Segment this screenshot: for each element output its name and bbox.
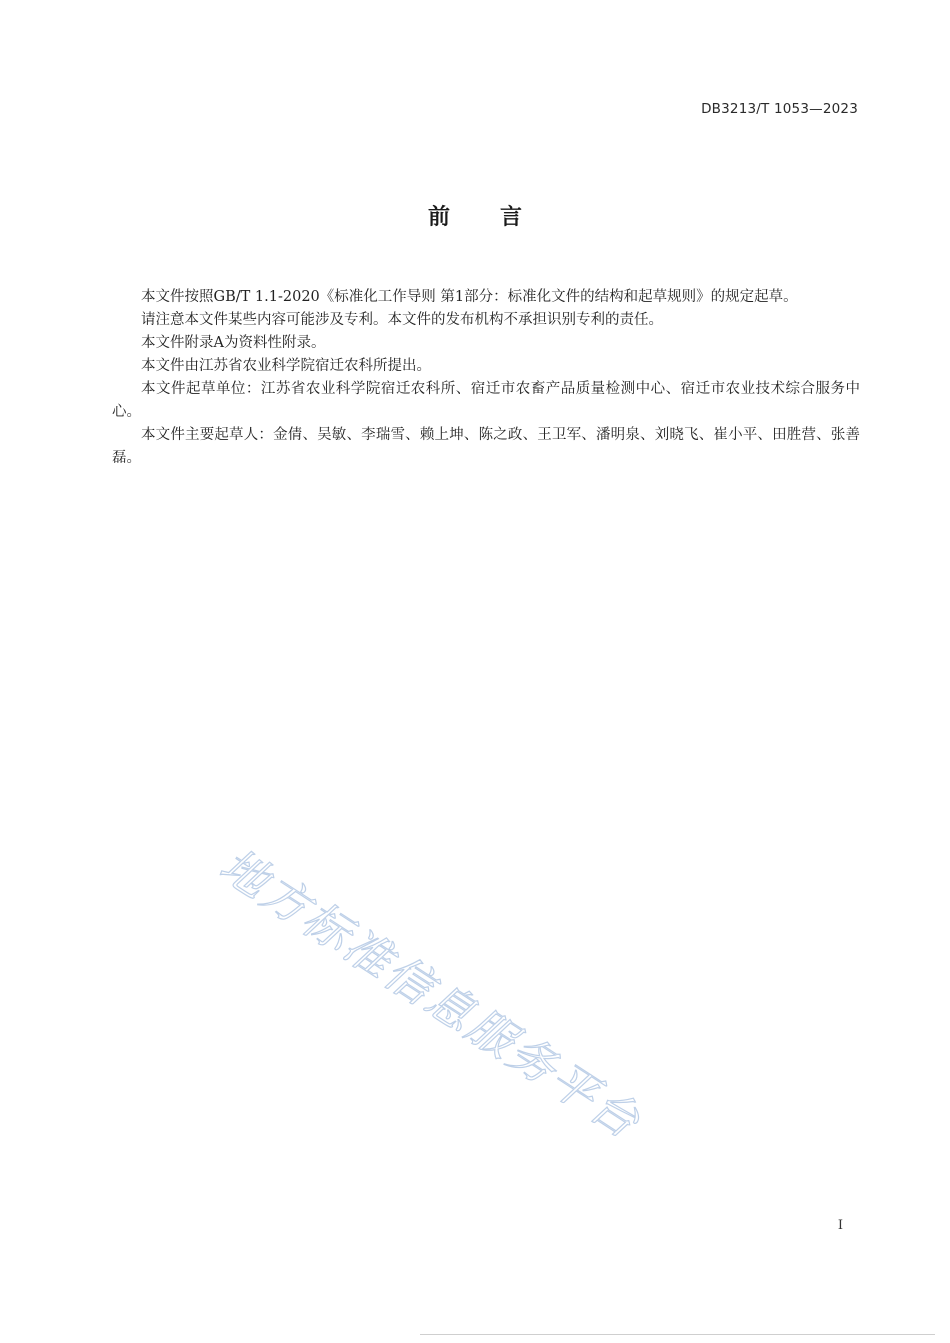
scan-edge-line: [420, 1334, 935, 1335]
watermark: 地方标准信息服务平台: [210, 837, 652, 1150]
standard-number: DB3213/T 1053—2023: [701, 101, 858, 117]
paragraph-proposer: 本文件由江苏省农业科学院宿迁农科所提出。: [141, 358, 431, 374]
page-title: 前言: [427, 205, 572, 230]
foreword-body: [112, 286, 860, 470]
paragraph-drafters: 本文件主要起草人：金倩、吴敏、李瑞雪、赖上坤、陈之政、王卫军、潘明泉、刘晓飞、崔小平、田胜营、张善磊。: [112, 427, 860, 466]
paragraph-patent-notice: 请注意本文件某些内容可能涉及专利。本文件的发布机构不承担识别专利的责任。: [141, 312, 663, 328]
page-number: I: [837, 1218, 843, 1233]
paragraph-drafting-units: 本文件起草单位：江苏省农业科学院宿迁农科所、宿迁市农畜产品质量检测中心、宿迁市农业技术综合服务中心。: [112, 381, 860, 420]
paragraph-drafting-rules: 本文件按照GB/T 1.1-2020《标准化工作导则 第1部分：标准化文件的结构和起草规则》的规定起草。: [141, 289, 798, 305]
paragraph-appendix: 本文件附录A为资料性附录。: [141, 335, 326, 351]
